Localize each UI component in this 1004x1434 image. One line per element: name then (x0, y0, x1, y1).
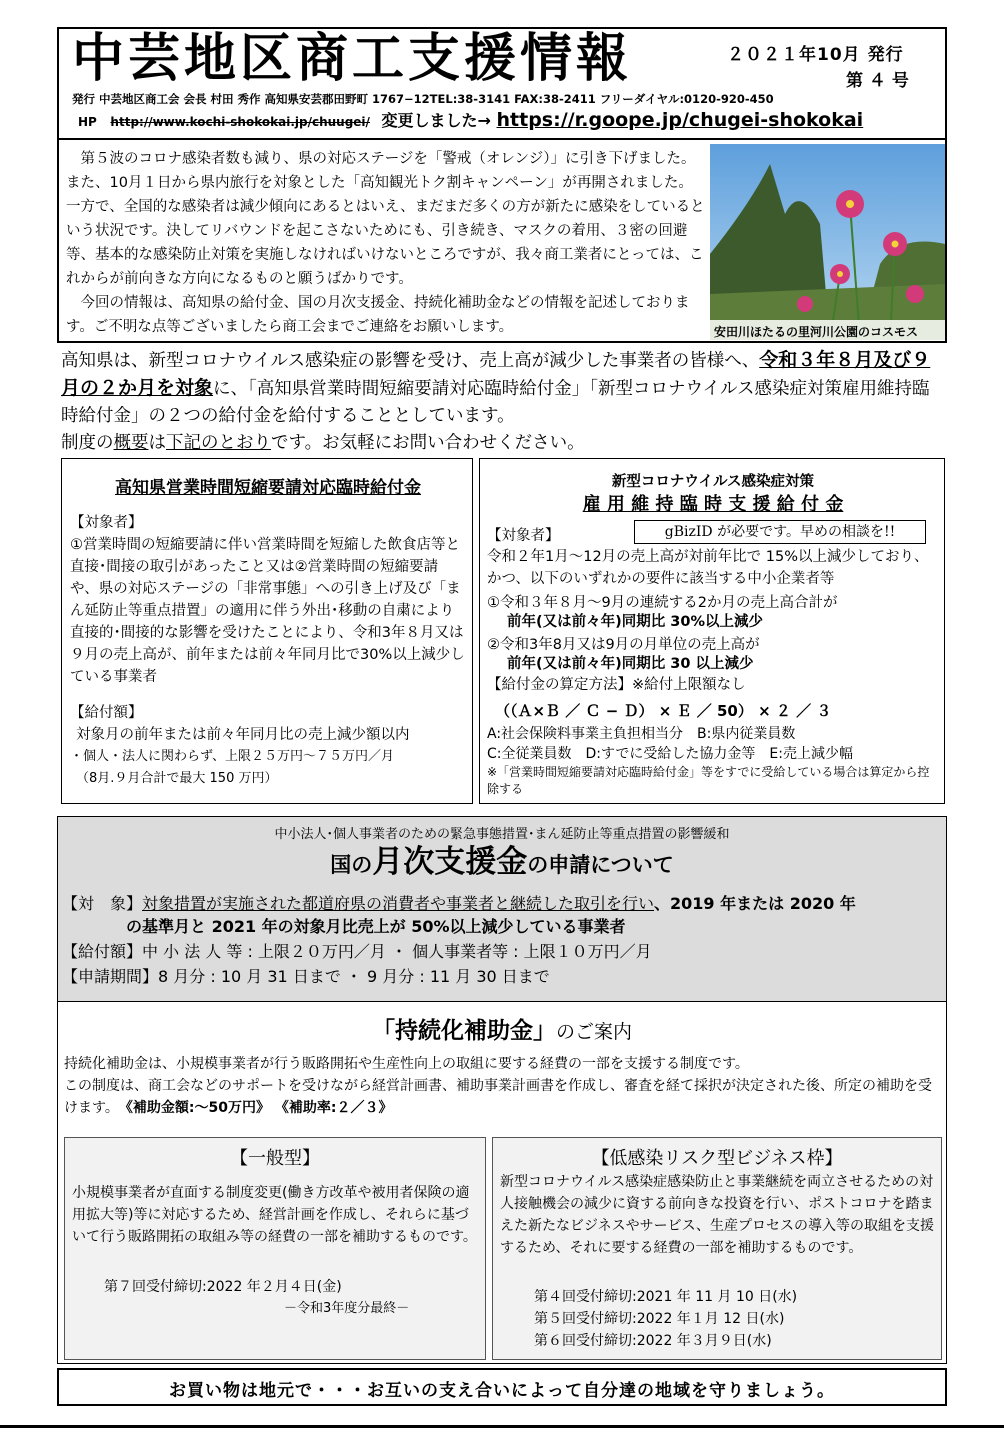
kochi-grant-amount-2: ・個人・法人に関わらず、上限２５万円～７５万円／月 (70, 749, 394, 764)
subsidy-lowrisk-deadlines (534, 1286, 797, 1352)
changed-notice: 変更しました→ (381, 111, 491, 130)
monthly-title-post: の申請について (527, 853, 674, 877)
subsidy-deadline-4: 第４回受付締切:2021 年 11 月 10 日(水) (534, 1289, 798, 1305)
kochi-grant-amount-label: 【給付額】 (70, 705, 143, 721)
kochi-lead-part1: 高知県は、新型コロナウイルス感染症の影響を受け、売上高が減少した事業者の皆様へ、 (61, 351, 760, 371)
subsidy-desc-3: 《補助金額:～50万円》 《補助率:２／３》 (118, 1100, 393, 1116)
monthly-amount-label: 【給付額】 (62, 942, 143, 961)
masthead-title: 中芸地区商工支援情報 (72, 29, 633, 89)
monthly-target-row (62, 892, 942, 915)
employment-grant-req2-b: 前年(又は前々年)同期比 30 以上減少 (507, 656, 754, 672)
kochi-lead (61, 347, 945, 457)
monthly-target-rest-2: の基準月と 2021 年の対象月比売上が 50%以上減少している事業者 (126, 917, 626, 936)
intro-text (66, 147, 706, 339)
issue-date: ２０２１年10月 発行 (727, 45, 904, 65)
publisher-line: 発行 中芸地区商工会 会長 村田 秀作 高知県安芸郡田野町 1767−12TEL:38-3141 FAX:38-2411 フリーダイヤル:0120-920-450 (72, 92, 774, 106)
monthly-title-pre: 国の (330, 853, 373, 877)
photo-caption: 安田川ほたるの里河川公園のコスモス (714, 325, 919, 339)
monthly-support-subtitle: 中小法人･個人事業者のための緊急事態措置･まん延防止等重点措置の影響緩和 (274, 827, 730, 842)
monthly-support-body (62, 892, 942, 988)
subsidy-deadline-5: 第５回受付締切:2022 年１月 12 日(水) (534, 1311, 785, 1327)
kochi-grant-amount-3: （8月.９月合計で最大 150 万円） (76, 771, 278, 786)
subsidy-general-note: －令和3年度分最終－ (284, 1301, 410, 1316)
monthly-period-row (62, 965, 942, 988)
subsidy-description (64, 1053, 942, 1119)
kochi-lead-part4: 制度の (61, 433, 114, 453)
new-url[interactable]: https://r.goope.jp/chugei-shokokai (496, 109, 864, 131)
bottom-rule (0, 1425, 1004, 1428)
monthly-title-main: 月次支援金 (372, 844, 528, 880)
old-url[interactable]: http://www.kochi-shokokai.jp/chuugei/ (110, 115, 370, 129)
employment-grant-req1-a: ①令和３年８月～9月の連続する2か月の売上高合計が (487, 595, 838, 611)
subsidy-desc-1: 持続化補助金は、小規模事業者が行う販路開拓や生産性向上の取組に要する経費の一部を支援する制度です。 (64, 1056, 749, 1072)
kochi-lead-below: 下記のとおり (166, 433, 271, 453)
employment-grant-title-2: 雇 用 維 持 臨 時 支 援 給 付 金 (582, 494, 844, 515)
subsidy-general-title: 【一般型】 (230, 1148, 320, 1169)
subsidy-general-text: 小規模事業者が直面する制度変更(働き方改革や被用者保険の適用拡大等)等に対応するため、経営計画を作成し、それらに基づいて行う販路開拓の取組み等の経費の一部を補助するものです。 (72, 1185, 477, 1245)
cosmos-photo (710, 144, 945, 340)
intro-paragraph-1: 第５波のコロナ感染者数も減り、県の対応ステージを「警戒（オレンジ）」に引き下げました。また、10月１日から県内旅行を対象とした「高知観光トク割キャンペーン」が再開されました。一方で、全国的な感染者は減少傾向にあるとはいえ、まだまだ多くの方が新たに感染をしているという状況です。決してリバウンドを起こさないためにも、引き続き、マスクの着用、３密の回避等、基本的な感染防止対策を実施しなければいけないところですが、我々商工業者にとっては、これからが前向きな方向になるものと願うばかりです。 (66, 151, 705, 287)
gbizid-note: gBizID が必要です。早めの相談を!! (634, 520, 926, 544)
kochi-lead-part6: は (148, 433, 166, 453)
employment-grant-formula: （（Ａ×Ｂ ／ Ｃ − Ｄ） × Ｅ ／ 50） × ２ ／ ３ (495, 702, 832, 720)
subsidy-general-deadline: 第７回受付締切:2022 年２月４日(金) (104, 1279, 342, 1295)
kochi-lead-highlight: 令和３年８月及び９月の２か月を対象 (61, 349, 931, 399)
employment-grant-note: ※「営業時間短縮要請対応臨時給付金」等をすでに受給している場合は算定から控除する (487, 765, 930, 796)
monthly-target-underlined: 対象措置が実施された都道府県の消費者や事業者と継続した取引を行い (142, 894, 655, 913)
kochi-grant-body (70, 512, 466, 790)
employment-grant-req1-b: 前年(又は前々年)同期比 30%以上減少 (507, 614, 764, 630)
monthly-period-text: 8 月分 : 10 月 31 日まで ・ 9 月分 : 11 月 30 日まで (158, 967, 550, 986)
kochi-grant-title: 高知県営業時間短縮要請対応臨時給付金 (115, 478, 421, 498)
kochi-grant-target-label: 【対象者】 (70, 515, 143, 531)
subsidy-deadline-6: 第６回受付締切:2022 年３月９日(水) (534, 1333, 772, 1349)
monthly-support-title (57, 842, 947, 887)
employment-grant-legend-1: A:社会保険料事業主負担相当分 B:県内従業員数 (487, 726, 796, 742)
kochi-lead-part3: に、「高知県営業時間短縮要請対応臨時給付金」「新型コロナウイルス感染症対策雇用維持臨時給付金」の２つの給付金を給付することとしています。 (61, 379, 930, 426)
monthly-amount-row (62, 940, 942, 963)
cosmos-photo-image (710, 144, 945, 340)
employment-grant-target-label: 【対象者】 (487, 528, 560, 544)
employment-grant-title-1: 新型コロナウイルス感染症対策 (611, 474, 815, 490)
subsidy-lowrisk-title: 【低感染リスク型ビジネス枠】 (591, 1148, 843, 1169)
monthly-period-label: 【申請期間】 (62, 967, 159, 986)
monthly-amount-text: 中 小 法 人 等 : 上限２０万円／月 ・ 個人事業者等 : 上限１０万円／月 (142, 942, 652, 961)
subsidy-title-main: 「持続化補助金」 (371, 1018, 556, 1044)
issue-number: 第 ４ 号 (846, 71, 909, 91)
employment-grant-legend-2: C:全従業員数 D:すでに受給した協力金等 E:売上減少幅 (487, 746, 853, 762)
employment-grant-body (487, 546, 939, 798)
url-line (72, 108, 942, 131)
kochi-grant-target-text: ①営業時間の短縮要請に伴い営業時間を短縮した飲食店等と直接･間接の取引があったこと又は②営業時間の短縮要請や、県の対応ステージの「非常事態」への引き上げ及び「まん延防止等重点措置」の適用に伴う外出･移動の自粛により直接的･間接的な影響を受けたことにより、令和3年８月又は９月の売上高が、前年または前々年同月比で30%以上減少している事業者 (70, 537, 465, 685)
subsidy-title (57, 1012, 947, 1045)
hp-label: HP (78, 115, 97, 129)
kochi-lead-outline: 概要 (113, 433, 149, 453)
subsidy-title-post: のご案内 (555, 1021, 632, 1043)
employment-grant-req2-a: ②令和3年8月又は9月の月単位の売上高が (487, 637, 760, 653)
footer-slogan: お買い物は地元で・・・お互いの支え合いによって自分達の地域を守りましょう。 (169, 1381, 835, 1401)
monthly-target-label: 【対 象】 (62, 894, 143, 913)
kochi-lead-part8: です。お気軽にお問い合わせください。 (271, 433, 585, 453)
subsidy-lowrisk-text: 新型コロナウイルス感染症感染防止と事業継続を両立させるための対人接触機会の減少に資する前向きな投資を行い、ポストコロナを踏まえた新たなビジネスやサービス、生産プロセスの導入等の取組を支援するため、それに要する経費の一部を補助するものです。 (500, 1174, 934, 1256)
intro-paragraph-2: 今回の情報は、高知県の給付金、国の月次支援金、持続化補助金などの情報を記述しております。ご不明な点等ございましたら商工会までご連絡をお願いします。 (66, 295, 690, 335)
kochi-grant-amount-1: 対象月の前年または前々年同月比の売上減少額以内 (76, 727, 410, 743)
subsidy-general-box (64, 1137, 486, 1360)
subsidy-desc-2: この制度は、商工会などのサポートを受けながら経営計画書、補助事業計画書を作成し、審査を経て採択が決定された後、所定の補助を受けます。 (64, 1078, 932, 1116)
employment-grant-target-text: 令和２年1月～12月の売上高が対前年比で 15%以上減少しており、かつ、以下のいずれかの要件に該当する中小企業者等 (487, 549, 929, 587)
monthly-target-rest-1: 、2019 年または 2020 年 (654, 894, 856, 913)
employment-grant-calc-label: 【給付金の算定方法】※給付上限額なし (487, 677, 746, 693)
